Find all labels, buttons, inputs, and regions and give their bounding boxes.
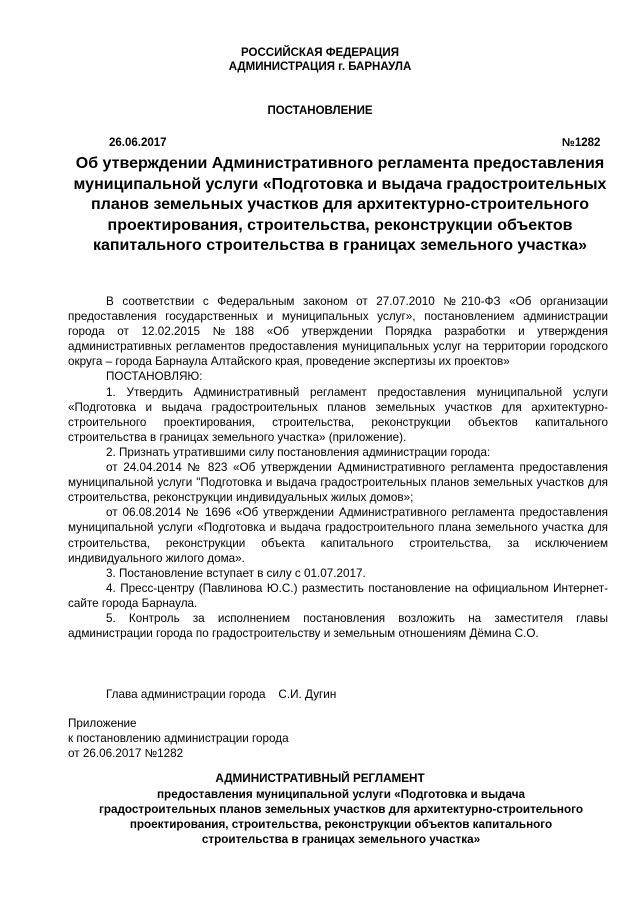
regulation-title: АДМИНИСТРАТИВНЫЙ РЕГЛАМЕНТ bbox=[215, 772, 425, 785]
regulation-subtitle-line: градостроительных планов земельных участков для архитектурно-строительного bbox=[99, 803, 583, 817]
administration-heading: АДМИНИСТРАЦИЯ г. БАРНАУЛА bbox=[228, 61, 412, 73]
document-body bbox=[68, 294, 608, 641]
regulation-subtitle-line: предоставления муниципальной услуги «Подготовка и выдача bbox=[157, 788, 525, 801]
item-2b-paragraph: от 06.08.2014 № 1696 «Об утверждении Административного регламента предоставления муниципальной услуги «Подготовка и выдача градостроительного плана земельного участка для строительства, реконструкции объекта капитального строительства, за исключением индивидуального жилого дома». bbox=[68, 506, 608, 565]
preamble-paragraph: В соответствии с Федеральным законом от 27.07.2010 №210-ФЗ «Об организации предоставления государственных и муниципальных услуг», постановлением администрации города от 12.02.2015 №188 «Об утверждении Порядка разработки и утверждения административных регламентов предоставления муниципальных услуг на территории городского округа – города Барнаула Алтайского края, проведение экспертизы их проектов» bbox=[68, 295, 608, 369]
document-type-heading: ПОСТАНОВЛЕНИЕ bbox=[267, 105, 373, 117]
decree-line: ПОСТАНОВЛЯЮ: bbox=[106, 370, 203, 384]
item-3-paragraph: 3. Постановление вступает в силу с 01.07.2017. bbox=[106, 566, 366, 580]
item-1-paragraph: 1. Утвердить Административный регламент предоставления муниципальной услуги «Подготовка и выдача градостроительных планов земельных участков для архитектурно-строительного проектирования, строительства, реконструкции объектов капитального строительства в границах земельного участка» (приложение). bbox=[68, 385, 608, 444]
appendix-reference: к постановлению администрации города bbox=[68, 732, 289, 745]
country-heading: РОССИЙСКАЯ ФЕДЕРАЦИЯ bbox=[241, 47, 399, 59]
appendix-label: Приложение bbox=[68, 717, 137, 730]
item-2-paragraph: 2. Признать утратившими силу постановления администрации города: bbox=[106, 445, 491, 459]
document-number: №1282 bbox=[562, 137, 601, 149]
regulation-subtitle bbox=[68, 787, 614, 847]
document-title: Об утверждении Административного регламента предоставления муниципальной услуги «Подготовка и выдача градостроительных планов земельных участков для архитектурно-строительного проектирования, строительства, реконструкции объектов капитального строительства в границах земельного участка» bbox=[73, 155, 607, 255]
regulation-subtitle-line: проектирования, строительства, реконструкции объектов капитального bbox=[129, 818, 553, 832]
appendix-date-number: от 26.06.2017 №1282 bbox=[68, 747, 184, 760]
item-5-paragraph: 5. Контроль за исполнением постановления возложить на заместителя главы администрации города по градостроительству и земельным отношениям Дёмина С.О. bbox=[68, 611, 608, 641]
regulation-subtitle-line: строительства в границах земельного участка» bbox=[201, 833, 481, 847]
document-date: 26.06.2017 bbox=[109, 137, 167, 149]
signature-line: Глава администрации города С.И. Дугин bbox=[106, 688, 337, 701]
item-4-paragraph: 4. Пресс-центру (Павлинова Ю.С.) разместить постановление на официальном Интернет-сайте города Барнаула. bbox=[68, 581, 608, 610]
item-2a-paragraph: от 24.04.2014 № 823 «Об утверждении Административного регламента предоставления муниципальной услуги "Подготовка и выдача градостроительных планов земельных участков для строительства, реконструкции индивидуальных жилых домов»; bbox=[68, 461, 608, 505]
